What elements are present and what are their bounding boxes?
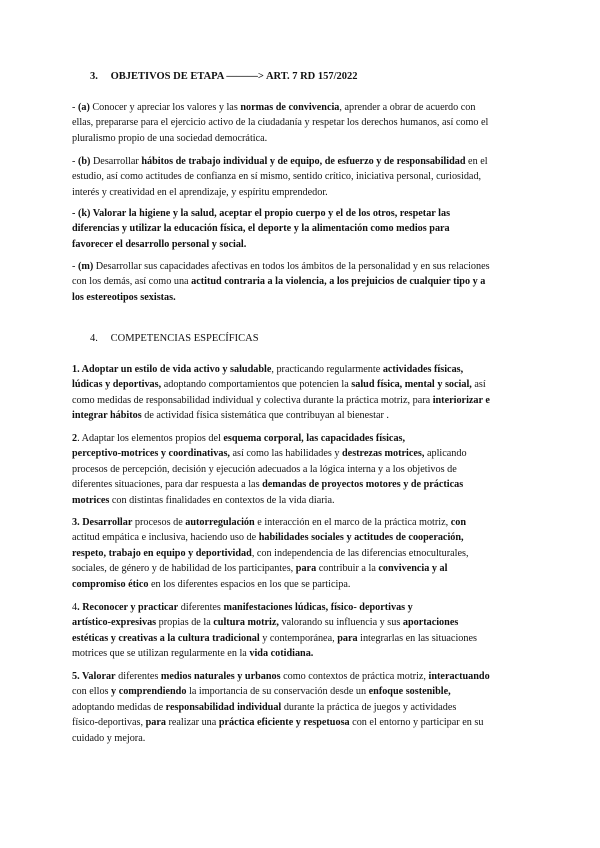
text-line — [72, 259, 528, 274]
bold-text-run: diferencias y utilizar la educación física, el deporte y la alimentación como medios para — [72, 223, 450, 235]
bold-text-run: práctica eficiente y respetuosa — [218, 717, 350, 729]
text-run: con los demás, así como una — [72, 276, 192, 288]
section-heading-objetivos — [90, 71, 358, 82]
bold-text-run: (b) — [77, 156, 91, 167]
text-line — [72, 530, 528, 545]
bold-text-run: los estereotipos sexistas. — [72, 291, 176, 303]
text-run: así — [471, 379, 486, 391]
text-line — [72, 684, 528, 699]
bold-text-run: motrices — [72, 494, 110, 506]
text-line — [72, 237, 528, 252]
text-run: - — [72, 156, 78, 167]
bold-text-run: 1. Adoptar un estilo de vida activo y saludable — [72, 364, 272, 375]
text-line — [72, 115, 528, 130]
text-run: interés y creatividad en el aprendizaje, y espíritu emprendedor. — [72, 186, 328, 198]
section-heading-competencias — [90, 333, 259, 344]
text-line — [72, 669, 528, 684]
bold-text-run: 2 — [72, 433, 78, 444]
text-line — [72, 206, 528, 221]
text-line — [72, 462, 528, 477]
section-number: 4. — [90, 333, 98, 344]
bold-text-run: enfoque sostenible, — [368, 686, 451, 698]
bold-text-run: normas de convivencia — [240, 102, 340, 113]
bold-text-run: . Reconocer y practicar — [77, 602, 179, 613]
text-run: cuidado y mejora. — [72, 732, 146, 744]
text-line — [72, 577, 528, 592]
text-run: procesos de percepción, decisión y ejecución adecuados a la lógica interna y a los objetivos de — [72, 463, 457, 475]
objetivo-b-paragraph — [72, 154, 528, 200]
bold-text-run: destrezas motrices, — [342, 448, 425, 460]
text-run: procesos de — [132, 517, 186, 528]
bold-text-run: autorregulación — [185, 517, 255, 528]
bold-text-run: 5. Valorar — [72, 671, 116, 682]
text-line — [72, 408, 528, 423]
text-run: como medidas de responsabilidad individual y colectiva durante la práctica motriz, para — [72, 394, 433, 406]
text-line — [72, 493, 528, 508]
bold-text-run: responsabilidad individual — [165, 701, 282, 713]
text-run: físico-deportivas, — [72, 717, 146, 729]
text-line — [72, 221, 528, 236]
objetivo-k-paragraph — [72, 206, 528, 252]
text-run: en los diferentes espacios en los que se participa. — [148, 578, 351, 590]
text-run: actitud empática e inclusiva, haciendo uso de — [72, 532, 259, 544]
objetivo-m-paragraph — [72, 259, 528, 305]
bold-text-run: actividades físicas, — [382, 364, 464, 375]
text-line — [72, 131, 528, 146]
text-run: ellas, prepararse para el ejercicio activo de la ciudadanía y respetar los derechos humanos, así como el — [72, 117, 489, 129]
section-title: COMPETENCIAS ESPECÍFICAS — [110, 333, 259, 344]
text-line — [72, 100, 528, 115]
bold-text-run: interactuando — [428, 671, 490, 682]
text-run: diferentes — [178, 602, 224, 613]
text-run: aplicando — [424, 448, 467, 460]
text-run: , practicando regularmente — [271, 364, 383, 375]
text-line — [72, 185, 528, 200]
bold-text-run: estéticas y creativas a la cultura tradicional — [72, 632, 260, 644]
text-line — [72, 274, 528, 289]
bold-text-run: compromiso ético — [72, 578, 149, 590]
text-run: e interacción en el marco de la práctica motriz, — [254, 517, 451, 528]
bold-text-run: hábitos de trabajo individual y de equipo, de esfuerzo y de responsabilidad — [141, 156, 466, 167]
bold-text-run: manifestaciones lúdicas, físico- deportivas y — [223, 602, 413, 613]
text-line — [72, 731, 528, 746]
text-run: la importancia de su conservación desde un — [186, 686, 369, 698]
text-run: con distintas finalidades en contextos de la vida diaria. — [109, 494, 335, 506]
text-run: - — [72, 261, 78, 272]
bold-text-run: convivencia y al — [378, 563, 448, 575]
text-run: 4 — [72, 602, 78, 613]
text-run: sociales, de género y de habilidad de los participantes, — [72, 563, 296, 575]
text-run: , con independencia de las diferencias etnoculturales, — [251, 547, 469, 559]
text-run: Desarrollar — [90, 156, 142, 167]
text-run: propias de la — [156, 617, 214, 629]
bold-text-run: habilidades sociales y actitudes de cooperación, — [258, 532, 464, 544]
competencia-3-paragraph — [72, 515, 528, 592]
text-run: - — [72, 102, 78, 113]
text-line — [72, 446, 528, 461]
bold-text-run: integrar hábitos — [72, 410, 142, 422]
text-run: . Adaptar los elementos propios del — [77, 433, 224, 444]
bold-text-run: - (k) Valorar la higiene y la salud, aceptar el propio cuerpo y el de los otros, respetar las — [72, 208, 451, 219]
text-run: integrarlas en las situaciones — [357, 632, 477, 644]
text-line — [72, 477, 528, 492]
text-line — [72, 600, 528, 615]
text-line — [72, 377, 528, 392]
text-line — [72, 169, 528, 184]
text-run: y contemporánea, — [259, 632, 338, 644]
text-line — [72, 631, 528, 646]
text-run: en el — [465, 156, 488, 167]
text-line — [72, 290, 528, 305]
bold-text-run: para — [337, 632, 358, 644]
bold-text-run: y comprendiendo — [111, 686, 187, 698]
bold-text-run: actitud contraria a la violencia, a los prejuicios de cualquier tipo y a — [191, 276, 486, 288]
objetivo-a-paragraph — [72, 100, 528, 146]
bold-text-run: para — [295, 563, 317, 575]
text-line — [72, 615, 528, 630]
bold-text-run: artístico-expresivas — [72, 617, 157, 629]
bold-text-run: salud física, mental y social, — [351, 379, 472, 391]
bold-text-run: esquema corporal, las capacidades físicas, — [223, 433, 406, 444]
text-run: con ellos — [72, 686, 112, 698]
competencia-1-paragraph — [72, 362, 528, 424]
text-line — [72, 561, 528, 576]
text-line — [72, 362, 528, 377]
text-line — [72, 700, 528, 715]
text-line — [72, 515, 528, 530]
section-number: 3. — [90, 71, 98, 82]
competencia-2-paragraph — [72, 431, 528, 508]
text-run: así como las habilidades y — [229, 448, 343, 460]
text-run: motrices que se utilizan regularmente en la — [72, 648, 250, 660]
text-run: valorando su influencia y sus — [278, 617, 403, 629]
text-run: Desarrollar sus capacidades afectivas en todos los ámbitos de la personalidad y en sus relaciones — [93, 261, 490, 272]
text-run: adoptando medidas de — [72, 701, 166, 713]
bold-text-run: medios naturales y urbanos — [160, 671, 281, 682]
bold-text-run: vida cotidiana. — [249, 648, 314, 660]
text-run: adoptando comportamientos que potencien la — [161, 379, 352, 391]
text-line — [72, 431, 528, 446]
bold-text-run: lúdicas y deportivas, — [72, 379, 162, 391]
bold-text-run: demandas de proyectos motores y de prácticas — [262, 479, 464, 491]
bold-text-run: con — [450, 517, 466, 528]
text-run: pluralismo propio de una sociedad democrática. — [72, 132, 268, 144]
bold-text-run: perceptivo-motrices y coordinativas, — [72, 448, 230, 460]
text-line — [72, 393, 528, 408]
bold-text-run: (a) — [77, 102, 90, 113]
text-run: Conocer y apreciar los valores y las — [89, 102, 241, 113]
text-run: durante la práctica de juegos y actividades — [281, 701, 457, 713]
section-title: OBJETIVOS DE ETAPA ———> ART. 7 RD 157/2022 — [110, 71, 358, 82]
text-run: diferentes — [115, 671, 161, 682]
text-line — [72, 715, 528, 730]
text-run: como contextos de práctica motriz, — [280, 671, 429, 682]
competencia-4-paragraph — [72, 600, 528, 662]
text-line — [72, 154, 528, 169]
text-run: contribuir a la — [316, 563, 379, 575]
bold-text-run: (m) — [77, 261, 94, 272]
text-run: estudio, así como actitudes de confianza en sí mismo, sentido crítico, iniciativa personal, curiosidad, — [72, 171, 482, 183]
bold-text-run: aportaciones — [402, 617, 459, 629]
text-run: realizar una — [165, 717, 219, 729]
text-run: de actividad física sistemática que contribuyan al bienestar . — [141, 410, 389, 422]
bold-text-run: cultura motriz, — [213, 617, 279, 629]
text-line — [72, 546, 528, 561]
bold-text-run: para — [145, 717, 166, 729]
text-run: diferentes situaciones, para dar respuesta a las — [72, 479, 263, 491]
text-run: con el entorno y participar en su — [349, 717, 484, 729]
bold-text-run: 3. Desarrollar — [72, 517, 133, 528]
bold-text-run: favorecer el desarrollo personal y social. — [72, 238, 247, 250]
competencia-5-paragraph — [72, 669, 528, 746]
bold-text-run: interiorizar e — [432, 394, 490, 406]
text-run: , aprender a obrar de acuerdo con — [339, 102, 476, 113]
text-line — [72, 646, 528, 661]
bold-text-run: respeto, trabajo en equipo y deportividad — [72, 547, 252, 559]
